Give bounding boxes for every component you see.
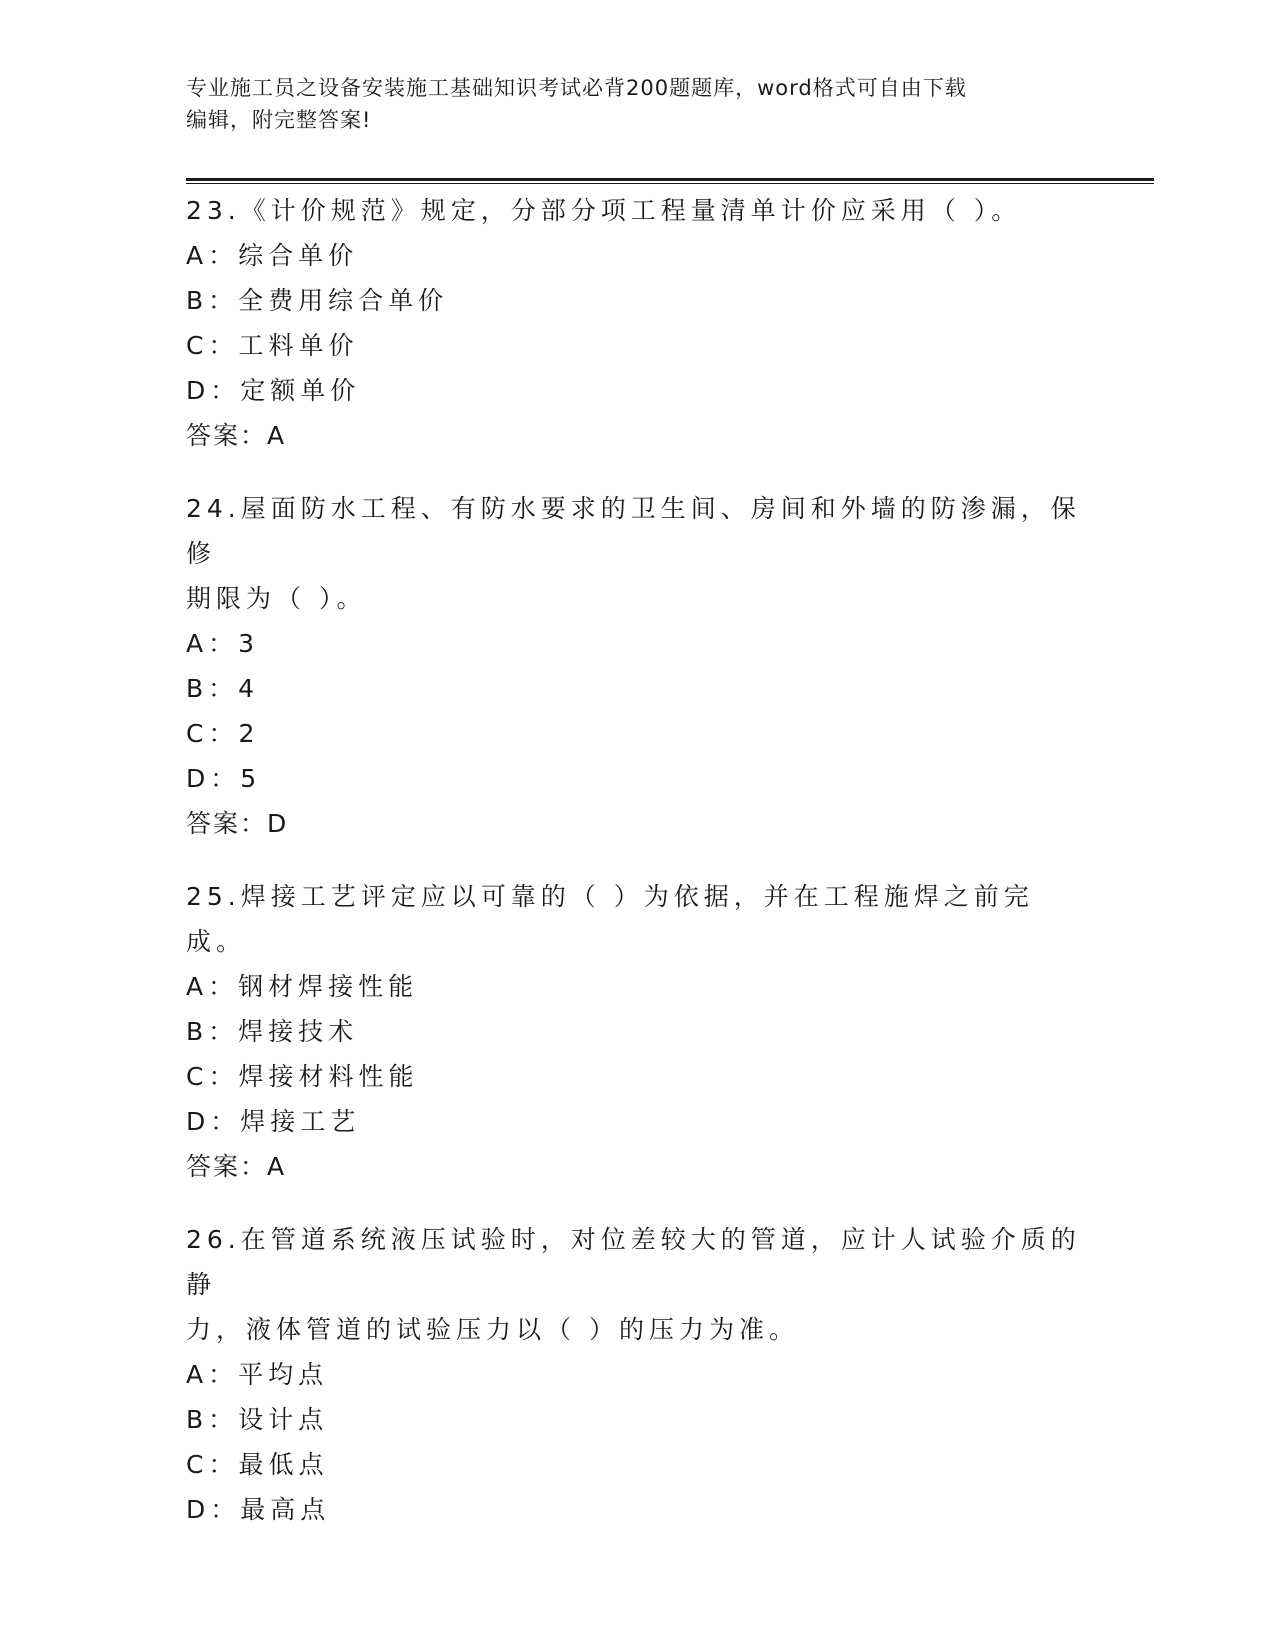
option-text: 平均点 xyxy=(238,1360,329,1389)
question-text-cont: 力，液体管道的试验压力以（ ）的压力为准。 xyxy=(186,1315,799,1344)
option-text: 钢材焊接性能 xyxy=(238,972,419,1001)
question-item xyxy=(186,874,1086,1189)
header-line: 专业施工员之设备安装施工基础知识考试必背200题题库，word格式可自由下载 xyxy=(186,76,967,100)
option-a xyxy=(186,233,1086,278)
option-c xyxy=(186,1442,1086,1487)
option-text: 焊接技术 xyxy=(238,1017,359,1046)
option-key: C： xyxy=(186,719,239,748)
option-key: D： xyxy=(186,1107,241,1136)
option-c xyxy=(186,1054,1086,1099)
question-text: 24.屋面防水工程、有防水要求的卫生间、房间和外墙的防渗漏，保修 xyxy=(186,494,1081,568)
option-text: 3 xyxy=(238,629,260,658)
option-text: 综合单价 xyxy=(238,241,359,270)
question-item xyxy=(186,1217,1086,1532)
option-b xyxy=(186,666,1086,711)
option-text: 全费用综合单价 xyxy=(238,286,449,315)
option-key: A： xyxy=(186,629,239,658)
option-a xyxy=(186,1352,1086,1397)
option-key: A： xyxy=(186,1360,239,1389)
option-key: B： xyxy=(186,286,239,315)
question-list xyxy=(186,188,1086,1560)
option-b xyxy=(186,1397,1086,1442)
option-a xyxy=(186,964,1086,1009)
option-key: B： xyxy=(186,674,239,703)
answer-line: 答案：A xyxy=(186,421,287,450)
answer-line: 答案：D xyxy=(186,809,289,838)
option-text: 焊接材料性能 xyxy=(238,1062,419,1091)
option-text: 定额单价 xyxy=(240,376,361,405)
option-c xyxy=(186,323,1086,368)
option-key: B： xyxy=(186,1405,239,1434)
option-text: 最高点 xyxy=(240,1495,331,1524)
option-text: 最低点 xyxy=(238,1450,329,1479)
option-text: 4 xyxy=(238,674,260,703)
option-key: A： xyxy=(186,241,239,270)
option-key: C： xyxy=(186,1450,239,1479)
option-text: 设计点 xyxy=(238,1405,329,1434)
option-text: 5 xyxy=(240,764,262,793)
option-key: D： xyxy=(186,764,241,793)
document-header xyxy=(186,72,1086,136)
option-text: 2 xyxy=(238,719,260,748)
option-key: D： xyxy=(186,1495,241,1524)
answer-line: 答案：A xyxy=(186,1152,287,1181)
question-text-cont: 期限为（ ）。 xyxy=(186,584,367,613)
option-key: C： xyxy=(186,1062,239,1091)
option-d xyxy=(186,756,1086,801)
option-d xyxy=(186,1487,1086,1532)
option-key: D： xyxy=(186,376,241,405)
option-c xyxy=(186,711,1086,756)
option-key: A： xyxy=(186,972,239,1001)
question-text: 25.焊接工艺评定应以可靠的（ ）为依据，并在工程施焊之前完成。 xyxy=(186,882,1034,956)
question-item xyxy=(186,188,1086,458)
option-d xyxy=(186,1099,1086,1144)
header-divider xyxy=(186,178,1154,181)
option-key: B： xyxy=(186,1017,239,1046)
option-text: 工料单价 xyxy=(238,331,359,360)
option-key: C： xyxy=(186,331,239,360)
question-text: 23.《计价规范》规定，分部分项工程量清单计价应采用（ ）。 xyxy=(186,196,1022,225)
header-line: 编辑，附完整答案! xyxy=(186,108,372,132)
option-d xyxy=(186,368,1086,413)
option-b xyxy=(186,1009,1086,1054)
option-text: 焊接工艺 xyxy=(240,1107,361,1136)
question-text: 26.在管道系统液压试验时，对位差较大的管道，应计人试验介质的静 xyxy=(186,1225,1081,1299)
question-item xyxy=(186,486,1086,846)
option-a xyxy=(186,621,1086,666)
option-b xyxy=(186,278,1086,323)
header-divider-thin xyxy=(186,183,1154,184)
